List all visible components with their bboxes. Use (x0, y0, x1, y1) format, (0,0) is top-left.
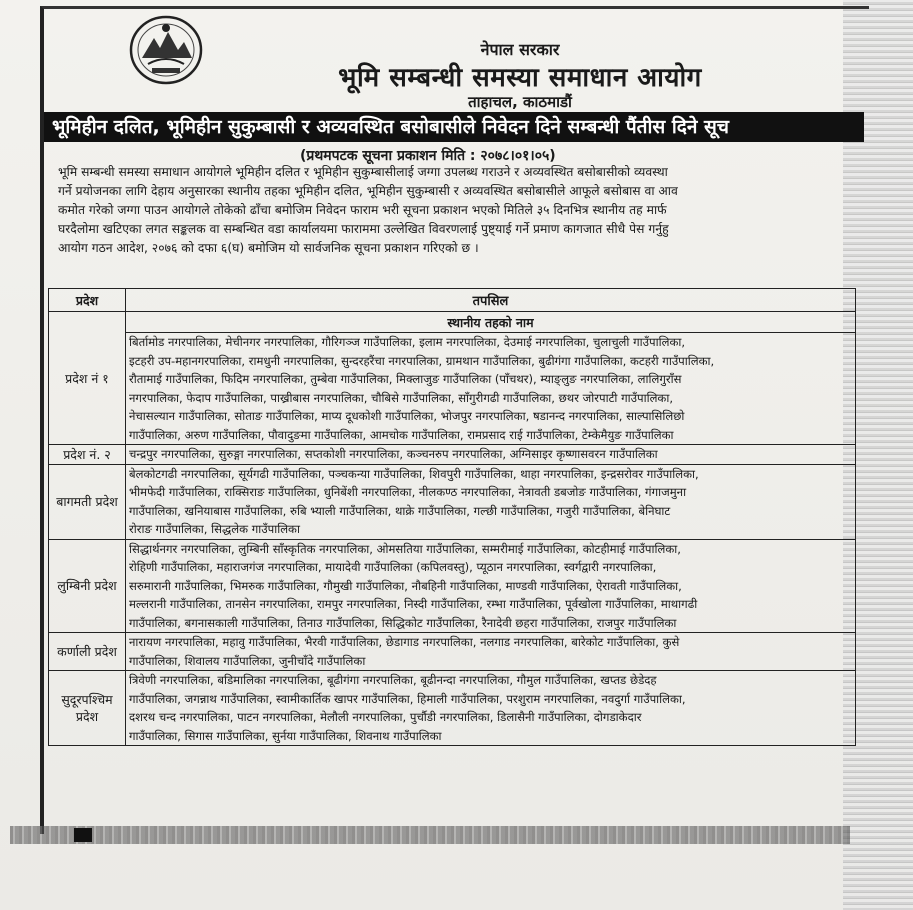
publication-date: (प्रथमपटक सूचना प्रकाशन मिति : २०७८।०१।०५) (300, 148, 556, 164)
unit-line: नारायण नगरपालिका, महावु गाउँपालिका, भैरवी गाउँपालिका, छेडागाड नगरपालिका, नलगाड नगरपालिका, बारेकोट गाउँपालिका, कुसे (129, 635, 680, 649)
province-cell: सुदूरपश्चिम प्रदेश (49, 671, 126, 746)
unit-line: रोराङ गाउँपालिका, सिद्धलेक गाउँपालिका (129, 522, 300, 536)
intro-line: कमोत गरेको जग्गा पाउन आयोगले तोकेको ढाँचा बमोजिम निवेदन फाराम भरी सूचना प्रकाशन भएको मितिले ३५ दिनभित्र स्थानीय तह मार्फ (58, 203, 667, 217)
unit-line: त्रिवेणी नगरपालिका, बडिमालिका नगरपालिका, बूढीगंगा नगरपालिका, बूढीनन्दा नगरपालिका, गौमुल गाउँपालिका, खप्तड छेडेदह (129, 673, 657, 687)
intro-line: आयोग गठन आदेश, २०७६ को दफा ६(घ) बमोजिम यो सार्वजनिक सूचना प्रकाशन गरिएको छ । (58, 241, 479, 255)
commission-title: भूमि सम्बन्धी समस्या समाधान आयोग (338, 63, 702, 93)
unit-line: चन्द्रपुर नगरपालिका, सुरुङ्गा नगरपालिका, सप्तकोशी नगरपालिका, कञ्चनरुप नगरपालिका, अग्निसाइर कृष्णासवरन गाउँपालिका (129, 447, 658, 461)
unit-line: गाउँपालिका, खनियाबास गाउँपालिका, रुबि भ्याली गाउँपालिका, थाक्रे गाउँपालिका, गल्छी गाउँपालिका, गजुरी गाउँपालिका, बेनिघाट (129, 503, 671, 518)
unit-line: गाउँपालिका, शिवालय गाउँपालिका, जुनीचाँदे गाउँपालिका (129, 653, 366, 668)
unit-line: रोहिणी गाउँपालिका, महाराजगंज नगरपालिका, मायादेवी गाउँपालिका (कपिलवस्तु), प्यूठान नगरपालिका, स्वर्गद्वारी नगरपालिका, (129, 560, 657, 574)
intro-line: गर्ने प्रयोजनका लागि देहाय अनुसारका स्थानीय तहका भूमिहीन दलित, भूमिहीन सुकुम्बासी र अव्यवस्थित बसोबासीले आफूले बसोबास वा आव (58, 184, 678, 198)
unit-line: भीमफेदी गाउँपालिका, राक्सिराङ गाउँपालिका, धुनिबेंशी नगरपालिका, नीलकण्ठ नगरपालिका, नेत्रावती डबजोङ गाउँपालिका, गंगाजमुना (129, 485, 687, 499)
unit-line: सरुमारानी गाउँपालिका, भिमरुक गाउँपालिका, गौमुखी गाउँपालिका, नौबहिनी गाउँपालिका, माण्डवी गाउँपालिका, ऐरावती गाउँपालिका, (129, 578, 682, 593)
table-row (49, 539, 856, 633)
unit-line: दशरथ चन्द नगरपालिका, पाटन नगरपालिका, मेलौली नगरपालिका, पुर्चौडी नगरपालिका, डिलासैनी गाउँपालिका, दोगडाकेदार (129, 710, 642, 724)
local-levels-subheader: स्थानीय तहको नाम (126, 312, 856, 333)
intro-paragraph (58, 163, 858, 258)
unit-line: बेलकोटगढी नगरपालिका, सूर्यगढी गाउँपालिका, पञ्चकन्या गाउँपालिका, शिवपुरी गाउँपालिका, थाहा नगरपालिका, इन्द्रसरोवर गाउँपालिका, (129, 466, 699, 481)
local-levels-table (48, 288, 856, 746)
notice-banner: भूमिहीन दलित, भूमिहीन सुकुम्बासी र अव्यवस्थित बसोबासीले निवेदन दिने सम्बन्धी पैंतीस दिने सूच (44, 112, 864, 142)
province-cell: प्रदेश नं १ (49, 312, 126, 445)
office-location: ताहाचल, काठमाडौं (468, 93, 572, 111)
unit-line: सिद्धार्थनगर नगरपालिका, लुम्बिनी साँस्कृतिक नगरपालिका, ओमसतिया गाउँपालिका, सम्मरीमाई गाउँपालिका, कोटहीमाई गाउँपालिका, (129, 541, 681, 556)
local-levels-cell (126, 671, 856, 746)
unit-line: मल्लरानी गाउँपालिका, तानसेन नगरपालिका, रामपुर नगरपालिका, निस्दी गाउँपालिका, रम्भा गाउँपालिका, पूर्वखोला गाउँपालिका, माथागढी (129, 597, 698, 611)
intro-line: भूमि सम्बन्धी समस्या समाधान आयोगले भूमिहीन दलित र भूमिहीन सुकुम्बासीलाई जग्गा उपलब्ध गराउने र अव्यवस्थित बसोबासीको व्यवस्था (58, 165, 668, 179)
table-row (49, 671, 856, 746)
table-header-row (49, 289, 856, 312)
nepal-emblem-icon (128, 14, 204, 86)
unit-line: बिर्तामोड नगरपालिका, मेचीनगर नगरपालिका, गौरिगञ्ज गाउँपालिका, इलाम नगरपालिका, देउमाई नगरपालिका, चुलाचुली गाउँपालिका, (129, 335, 686, 349)
local-levels-cell (126, 333, 856, 445)
col-province-header: प्रदेश (49, 289, 126, 312)
table-row (49, 333, 856, 445)
intro-line: घरदैलोमा खटिएका लगत सङ्कलक वा सम्बन्धित वडा कार्यालयमा फाराममा उल्लेखित विवरणलाई पुष्ट्याई गर्ने प्रमाण कागजात सीधै पेस गर्नुहु (58, 222, 669, 236)
province-cell: कर्णाली प्रदेश (49, 633, 126, 671)
unit-line: रौतामाई गाउँपालिका, फिदिम नगरपालिका, तुम्बेवा गाउँपालिका, मिक्लाजुङ गाउँपालिका (पाँचथर), म्याङ्लुङ नगरपालिका, लालिगुराँस (129, 372, 682, 386)
unit-line: गाउँपालिका, अरुण गाउँपालिका, पौवादुङमा गाउँपालिका, आमचोक गाउँपालिका, रामप्रसाद राई गाउँपालिका, टेम्केमैयुङ गाउँपालिका (129, 427, 674, 442)
table-row (49, 445, 856, 465)
scan-mark (74, 828, 92, 842)
col-details-header: तपसिल (126, 289, 856, 312)
unit-line: गाउँपालिका, बगनासकाली गाउँपालिका, तिनाउ गाउँपालिका, सिद्धिकोट गाउँपालिका, रैनादेवी छहरा गाउँपालिका, राजपुर गाउँपालिका (129, 615, 677, 630)
local-levels-cell (126, 464, 856, 539)
local-levels-cell (126, 633, 856, 671)
unit-line: नेचासल्यान गाउँपालिका, सोताङ गाउँपालिका, माप्य दूधकोशी गाउँपालिका, भोजपुर नगरपालिका, षडानन्द नगरपालिका, साल्पासिलिछो (129, 409, 685, 423)
province-cell: बागमती प्रदेश (49, 464, 126, 539)
province-cell: लुम्बिनी प्रदेश (49, 539, 126, 633)
scan-bottom-strip (10, 826, 850, 844)
unit-line: गाउँपालिका, जगन्नाथ गाउँपालिका, स्वामीकार्तिक खापर गाउँपालिका, हिमाली गाउँपालिका, परशुराम नगरपालिका, नवदुर्गा गाउँपालिका, (129, 691, 686, 706)
unit-line: नगरपालिका, फेदाप गाउँपालिका, पाख्रीबास नगरपालिका, चौबिसे गाउँपालिका, साँगुरीगढी गाउँपालिका, छथर जोरपाटी गाउँपालिका, (129, 390, 674, 405)
local-levels-cell (126, 539, 856, 633)
unit-line: इटहरी उप-महानगरपालिका, रामधुनी नगरपालिका, सुन्दरहरैंचा नगरपालिका, ग्रामथान गाउँपालिका, बुढीगंगा गाउँपालिका, कटहरी गाउँपालिका, (129, 353, 715, 368)
table-subheader-row (49, 312, 856, 333)
table-row (49, 464, 856, 539)
unit-line: गाउँपालिका, सिगास गाउँपालिका, सुर्नया गाउँपालिका, शिवनाथ गाउँपालिका (129, 728, 442, 743)
table-row (49, 633, 856, 671)
government-name: नेपाल सरकार (480, 40, 560, 59)
local-levels-cell (126, 445, 856, 465)
province-cell: प्रदेश नं. २ (49, 445, 126, 465)
